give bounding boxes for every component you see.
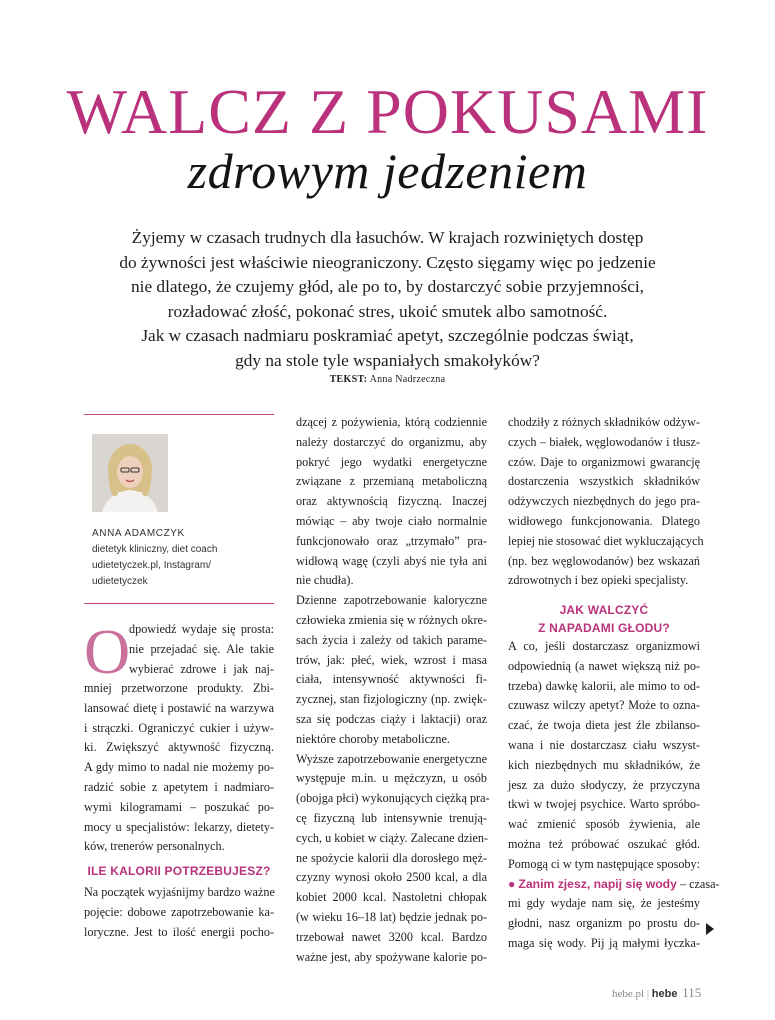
text-line: mi gdy wydaje nam się, że jesteśmy: [508, 896, 700, 911]
text-line: człowieka zmienia się w różnych okre-: [296, 612, 487, 627]
text-line: Wyższe zapotrzebowanie energetyczne: [296, 751, 487, 766]
bullet-line: [508, 875, 720, 895]
article-subtitle: zdrowym jedzeniem: [187, 143, 588, 199]
text-line: ki. Zwiększyć aktywność fizyczną.: [84, 740, 274, 755]
credit-name: Anna Nadrzeczna: [369, 374, 446, 385]
text-line: ciała, intensywność aktywności fi-: [296, 672, 487, 687]
text-line: oraz aktywnością fizyczną. Inaczej: [296, 494, 487, 509]
text-line: pojęcie: dobowe zapotrzebowanie ka-: [84, 904, 274, 919]
text-line: występuje m.in. u mężczyzn, u osób: [296, 771, 487, 786]
text-line: sza się podczas ciąży i laktacji) oraz: [296, 711, 487, 726]
author-top-rule: [84, 414, 274, 415]
section-heading-hunger-2: Z NAPADAMI GŁODU?: [538, 621, 670, 635]
drop-cap: O: [84, 616, 131, 687]
text-line: należy dostarczyć do organizmu, aby: [296, 434, 487, 449]
text-line: trzebował nawet 3200 kcal. Bardzo: [296, 929, 487, 944]
page-footer: [612, 985, 701, 1001]
author-social: udietetyczek.pl, Instagram/: [92, 560, 211, 571]
lead-line: Jak w czasach nadmiaru poskramiać apetyt, szczególnie podczas świąt,: [141, 326, 634, 345]
footer-site: hebe.pl: [612, 988, 645, 1000]
section-heading-hunger-1: JAK WALCZYĆ: [559, 603, 649, 617]
author-portrait-icon: [92, 434, 168, 512]
text-line: A gdy mimo to nadal nie możemy po-: [84, 760, 274, 775]
text-line: czów. Daje to organizmowi gwarancję: [508, 454, 700, 469]
text-line: odżywczych niezbędnych do jego pra-: [508, 494, 700, 509]
text-line: wana i nie dostarczasz ciału wszyst-: [508, 737, 700, 752]
article-lead: [100, 226, 675, 373]
text-line: nie przejadać się. Ale takie: [129, 641, 274, 656]
text-line: (w wieku 16–18 lat) będzie jednak po-: [296, 909, 487, 924]
text-line: (np. bez węglowodanów) bez wskazań: [508, 553, 700, 568]
text-line: cę fizyczną lub intensywnie trenują-: [296, 810, 487, 825]
footer-separator-icon: |: [646, 988, 650, 1000]
text-line: kobiet 2000 kcal. Nastoletni chłopak: [296, 890, 487, 905]
text-line: ków, trenerów personalnych.: [84, 839, 225, 854]
text-line: związane z przemianą metaboliczną: [296, 474, 487, 489]
footer-brand-logo: hebe: [651, 988, 678, 1000]
text-line: Pomogą ci w tym następujące sposoby:: [508, 856, 700, 871]
text-line: głodni, nasz organizm po prostu do-: [508, 916, 700, 931]
lead-line: rozładować złość, pokonać stres, ukoić smutek albo samotność.: [167, 301, 608, 321]
column-2-body: [296, 413, 490, 967]
text-line: Dzienne zapotrzebowanie kaloryczne: [296, 593, 487, 608]
text-line: mocy u specjalistów: lekarzy, dietety-: [84, 819, 274, 834]
text-line: maga się wody. Pij ją małymi łyczka-: [508, 935, 700, 950]
text-line: zdrowotnych i bez opieki specjalisty.: [508, 573, 689, 588]
text-line: ważne jest, aby spożywane kalorie po-: [296, 949, 487, 964]
text-line: wymi kilogramami – poszukać po-: [84, 799, 274, 814]
text-line: odpowiednią (a nawet większą niż po-: [508, 658, 700, 673]
text-line: czyzny wynosi około 2500 kcal, a dla: [296, 870, 487, 885]
credit-label: TEKST:: [329, 374, 368, 385]
bullet-rest-text: – czasa-: [676, 876, 720, 891]
page-number: 115: [682, 985, 702, 1000]
text-line: sach życia i zależy od takich parame-: [296, 632, 487, 647]
article-title: WALCZ Z POKUSAMI: [66, 76, 709, 147]
author-photo: [92, 434, 168, 512]
continue-arrow-icon: [706, 923, 714, 935]
lead-line: nie dlatego, że czujemy głód, ale po to, by dostarczyć sobie przyjemności,: [131, 277, 644, 296]
lead-line: Żyjemy w czasach trudnych dla łasuchów. W krajach rozwiniętych dostęp: [131, 228, 644, 247]
text-line: pokryć jego wydatki energetyczne: [296, 454, 487, 469]
text-line: Na początek wyjaśnijmy bardzo ważne: [84, 885, 275, 899]
text-line: można też próbować oszukać głód.: [508, 836, 700, 851]
text-line: tkwi w twojej psychice. Warto spróbo-: [508, 797, 700, 812]
text-line: dostarczenia wszystkich składników: [508, 474, 700, 489]
column-3-body-2: [508, 637, 720, 954]
column-3-body: [508, 413, 704, 591]
text-line: lansować dietę i postawić na warzywa: [84, 700, 274, 715]
text-line: jesz za dużo słodyczy, że przyczyna: [508, 777, 700, 792]
text-line: dpowiedź wydaje się prosta:: [129, 622, 274, 636]
text-line: zycznej, stan fizjologiczny (np. zwięk-: [296, 692, 487, 707]
author-handle: udietetyczek: [92, 576, 148, 587]
column-1-body: [84, 679, 274, 857]
text-line: widłowego funkcjonowania. Dlatego: [508, 513, 700, 528]
text-line: wać zmienić sposób żywienia, ale: [508, 817, 700, 832]
section-heading-calories: ILE KALORII POTRZEBUJESZ?: [87, 864, 271, 878]
column-1-body-2: [84, 883, 274, 942]
author-bottom-rule: [84, 603, 274, 604]
text-line: radzić sobie z apetytem i nadmiaro-: [84, 779, 274, 794]
text-line: dzącej z pożywienia, którą codziennie: [296, 415, 487, 429]
lead-line: do żywności jest właściwie nieograniczony. Często sięgamy więc po jedzenie: [119, 252, 656, 272]
text-line: mniej przetworzone produkty. Zbi-: [84, 681, 274, 695]
text-line: trów, jak: płeć, wiek, wzrost i masa: [296, 652, 487, 667]
bullet-lead-text: Zanim zjesz, napij się wody: [518, 876, 677, 891]
text-line: czać, że twoja dieta jest źle zbilanso-: [508, 718, 700, 733]
author-title: dietetyk kliniczny, diet coach: [92, 544, 218, 555]
author-name: ANNA ADAMCZYK: [92, 528, 185, 539]
text-line: chodziły z różnych składników odżyw-: [508, 415, 700, 429]
text-line: ne spożycie kalorii dla dorosłego męż-: [296, 850, 487, 865]
text-line: czuwasz wilczy apetyt? Może to ozna-: [508, 698, 700, 713]
text-line: loryczne. Jest to ilość energii pocho-: [84, 924, 274, 939]
text-line: niektóre choroby metaboliczne.: [296, 731, 450, 746]
text-line: A co, jeśli dostarczasz organizmowi: [508, 639, 700, 653]
text-line: lepiej nie stosować diet wykluczających: [508, 533, 704, 548]
text-line: cych, u kobiet w ciąży. Zalecane dzien-: [296, 830, 489, 845]
lead-line: gdy na stole tyle wspaniałych smakołyków?: [235, 350, 540, 370]
text-line: (obojga płci) wykonujących ciężką pra-: [296, 791, 490, 806]
text-line: i strączki. Ograniczyć cukier i używ-: [84, 720, 274, 735]
text-line: kich niezbędnych mu składników, że: [508, 757, 700, 772]
text-line: trzeba) dawkę kalorii, ale mimo to od-: [508, 678, 700, 693]
text-line: wybierać zdrowe i jak naj-: [129, 661, 274, 676]
text-line: mówiąc – aby twoje ciało normalnie: [296, 513, 487, 528]
text-line: funkcjonowało oraz „trzymało” pra-: [296, 533, 487, 548]
column-1-intro: [129, 620, 274, 679]
bullet-icon: ●: [508, 876, 516, 891]
text-credit: [0, 374, 775, 385]
text-line: czych – białek, węglowodanów i tłusz-: [508, 434, 700, 449]
text-line: nie chudła).: [296, 573, 354, 588]
text-line: widłową wagę (czyli abyś nie tyła ani: [296, 553, 487, 568]
